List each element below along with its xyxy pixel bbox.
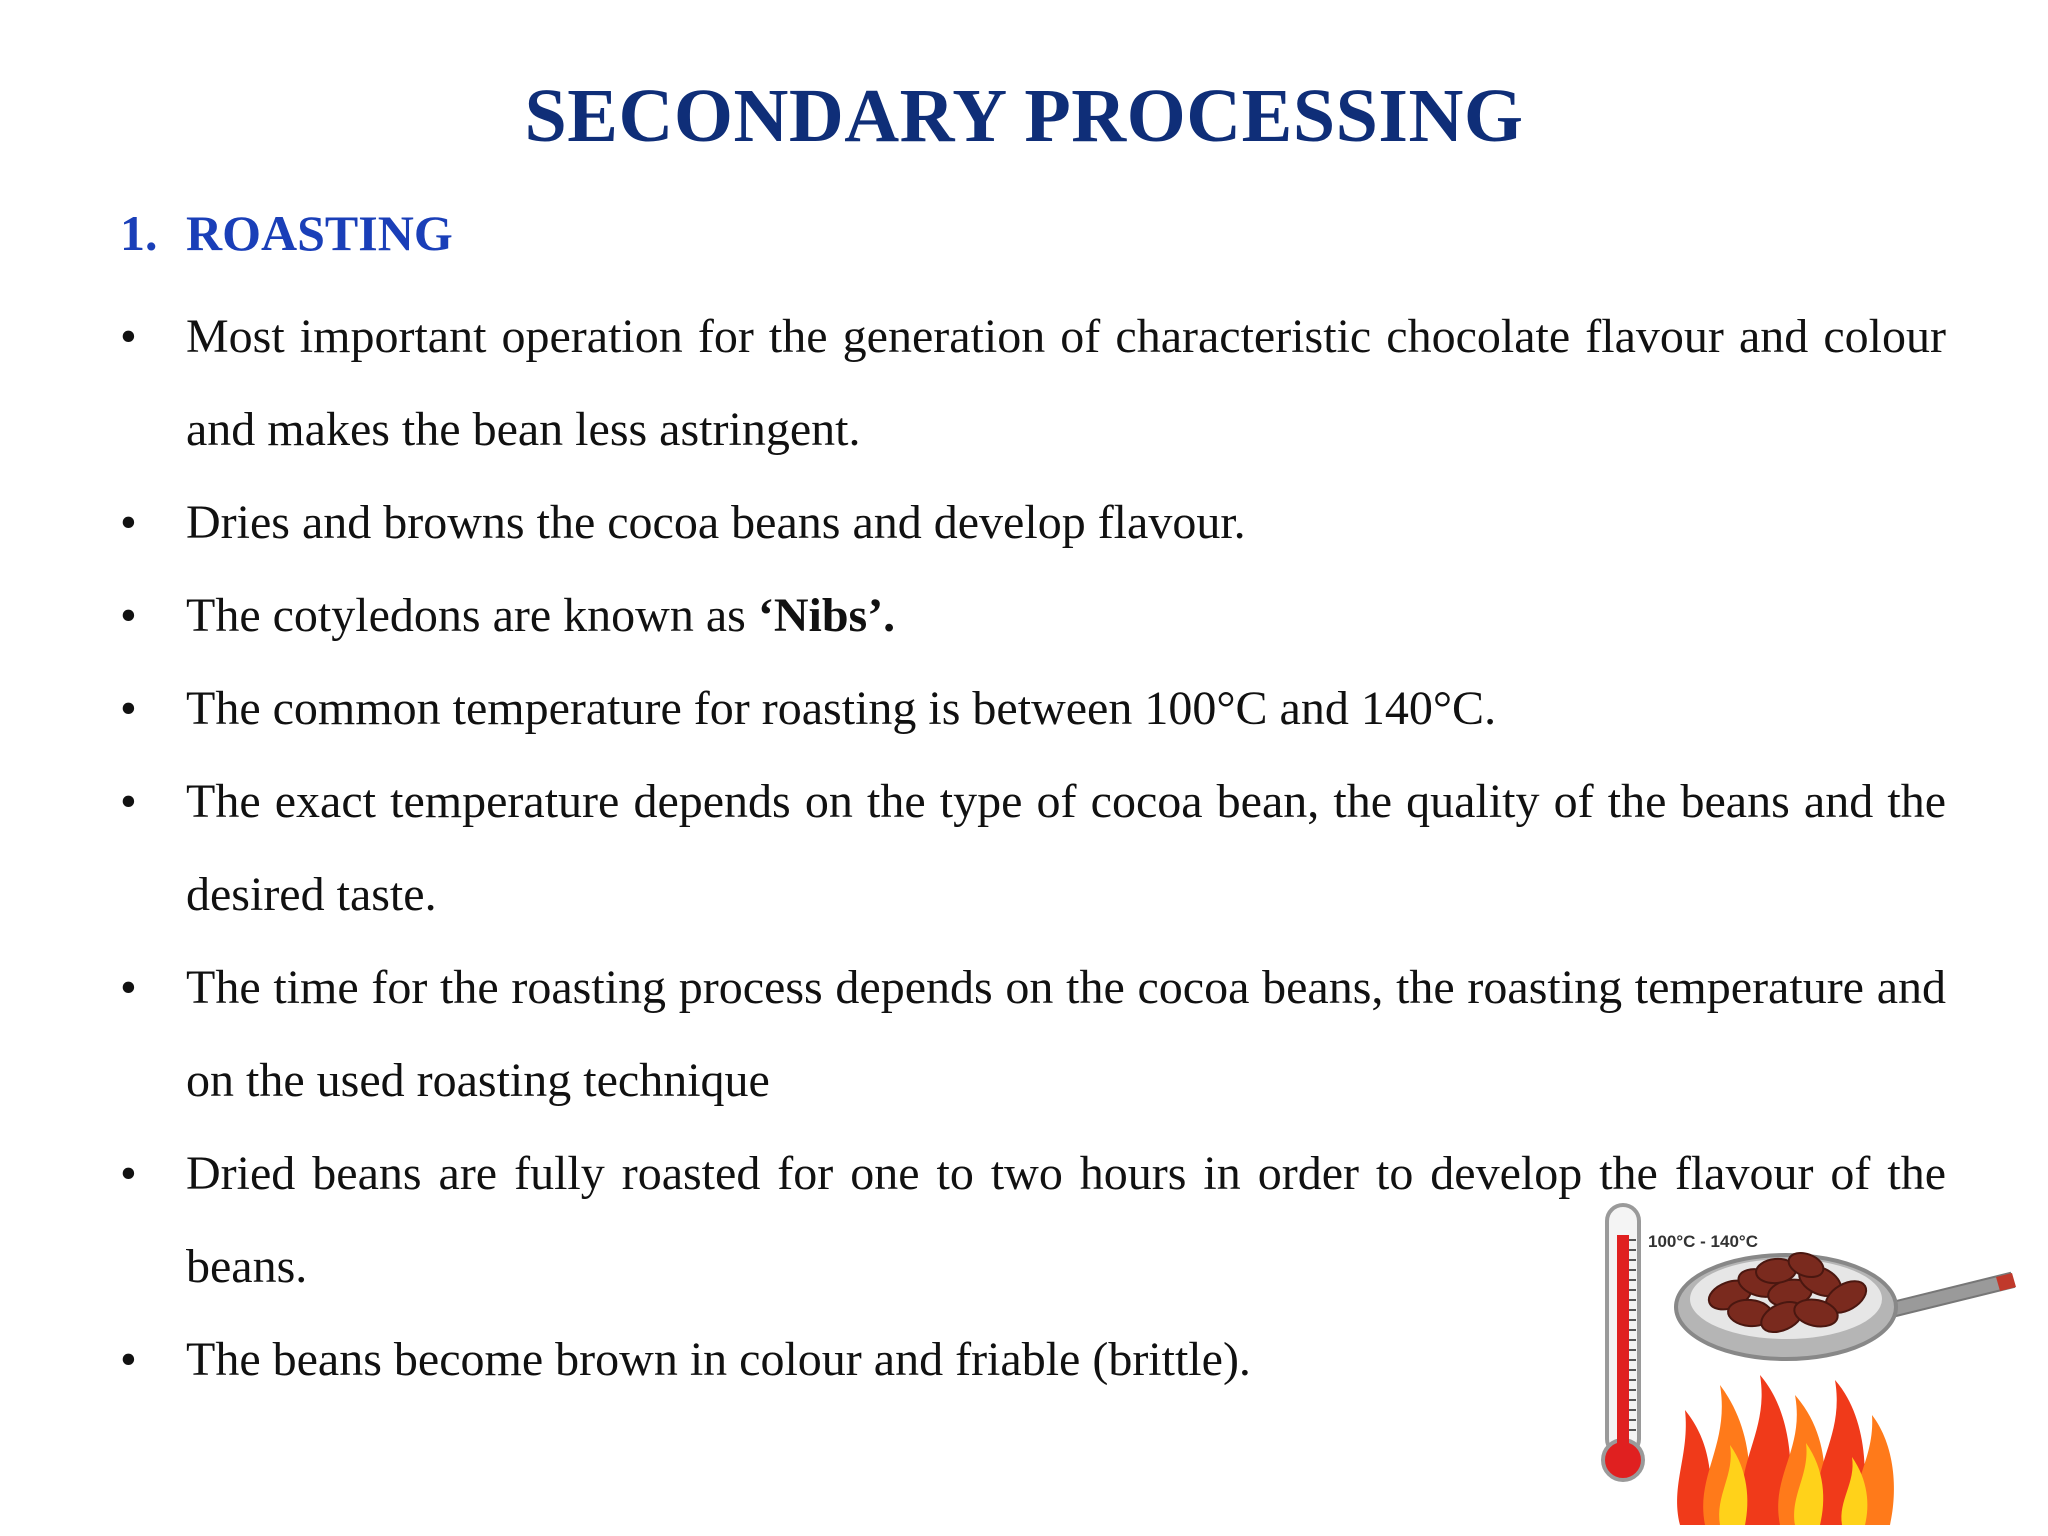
section-number: 1. — [120, 205, 158, 261]
flame-icon — [1677, 1375, 1894, 1525]
thermometer-icon — [1603, 1205, 1643, 1480]
section-heading-text: ROASTING — [186, 205, 453, 261]
bullet-item — [120, 569, 1946, 662]
bullet-text: Dried beans are fully roasted for one to two hours in order to develop the flavour of the beans. — [186, 1147, 1946, 1293]
bullet-text: The cotyledons are known as — [186, 589, 758, 642]
bullet-item — [120, 755, 1946, 941]
bullet-text: The beans become brown in colour and friable (brittle). — [186, 1333, 1251, 1386]
bullet-bold-term: ‘Nibs’. — [757, 589, 896, 642]
temperature-label: 100°C - 140°C — [1648, 1232, 1758, 1251]
bullet-text: Most important operation for the generation of characteristic chocolate flavour and colour and makes the bean less astringent. — [186, 310, 1946, 456]
bullet-text: The time for the roasting process depends on the cocoa beans, the roasting temperature and on the used roasting technique — [186, 961, 1946, 1107]
bullet-text: The common temperature for roasting is between 100°C and 140°C. — [186, 682, 1497, 735]
bullet-item — [120, 290, 1946, 476]
roasting-illustration — [1580, 1195, 2020, 1536]
bullet-item — [120, 662, 1946, 755]
bullet-text: The exact temperature depends on the type of cocoa bean, the quality of the beans and the desired taste. — [186, 775, 1946, 921]
bullet-item — [120, 476, 1946, 569]
bullet-item — [120, 941, 1946, 1127]
slide-title: SECONDARY PROCESSING — [524, 74, 1524, 158]
roasting-pan-icon — [1676, 1249, 2016, 1359]
bullet-text: Dries and browns the cocoa beans and develop flavour. — [186, 496, 1246, 549]
section-heading — [120, 205, 453, 261]
